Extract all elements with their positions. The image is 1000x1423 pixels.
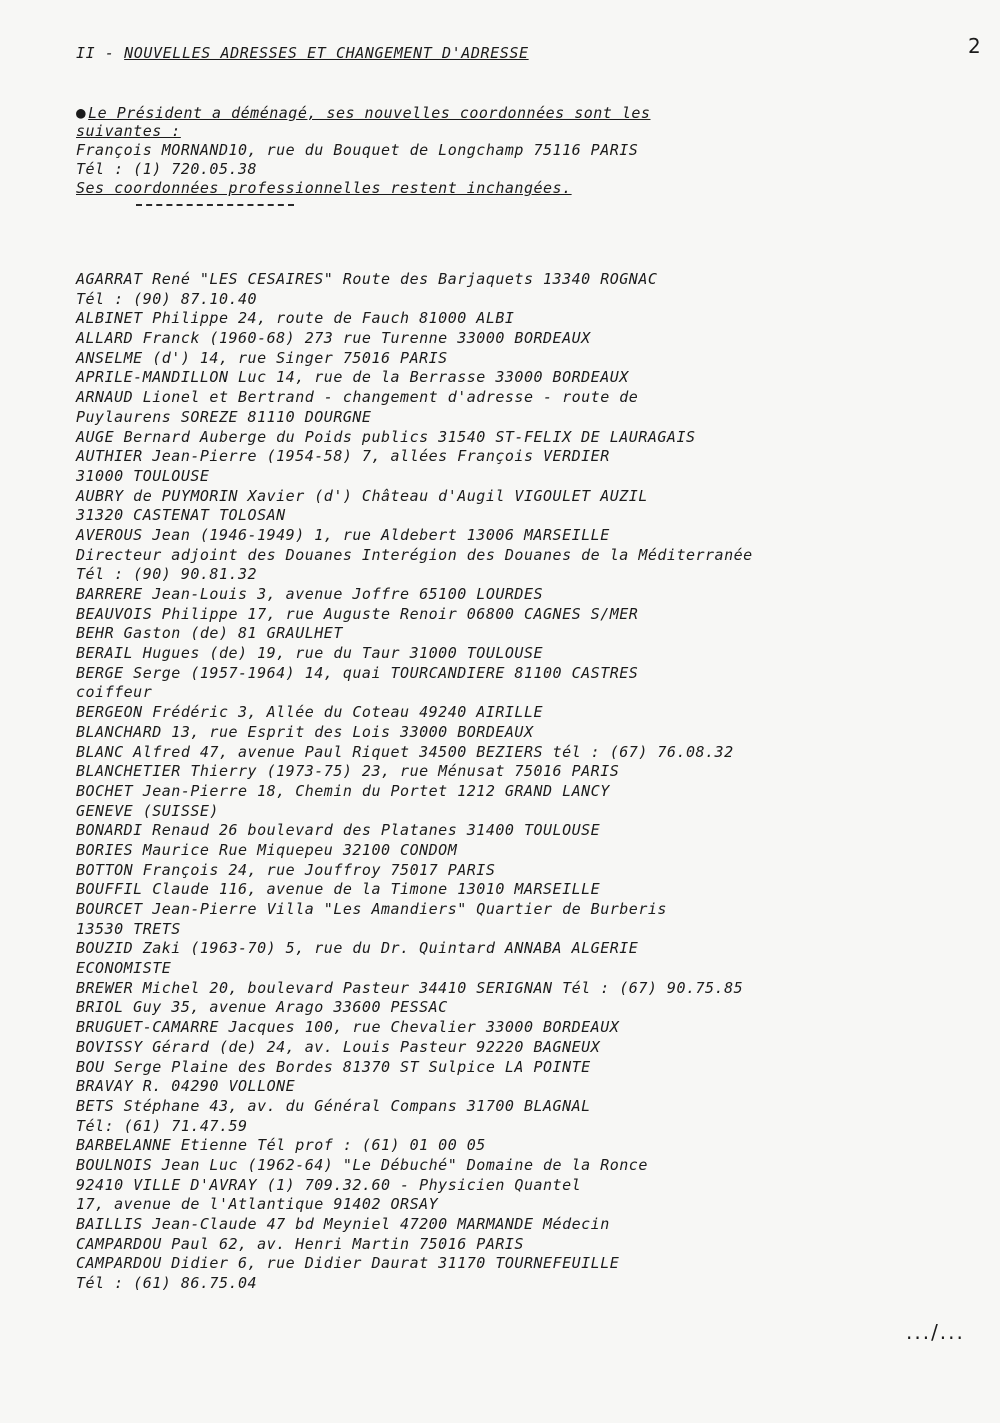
page-number: 2: [968, 34, 981, 58]
address-line: ECONOMISTE: [76, 959, 172, 978]
address-line: CAMPARDOU Didier 6, rue Didier Daurat 31170 TOURNEFEUILLE: [76, 1254, 620, 1273]
address-line: BREWER Michel 20, boulevard Pasteur 34410 SERIGNAN Tél : (67) 90.75.85: [76, 978, 744, 997]
address-line: BOURCET Jean-Pierre Villa "Les Amandiers" Quartier de Burberis: [76, 900, 667, 918]
address-line: BRAVAY R. 04290 VOLLONE: [76, 1077, 296, 1096]
address-line: BLANCHETIER Thierry (1973-75) 23, rue Ménusat 75016 PARIS: [76, 762, 620, 781]
address-line: BEHR Gaston (de) 81 GRAULHET: [76, 624, 343, 643]
address-line: AUBRY de PUYMORIN Xavier (d') Château d'Augil VIGOULET AUZIL: [76, 486, 648, 505]
address-line: Tél : (90) 90.81.32: [76, 565, 258, 584]
notice-line: Tél : (1) 720.05.38: [76, 160, 258, 178]
notice-line-text: Le Président a déménagé, ses nouvelles coordonnées sont les: [88, 104, 651, 122]
address-line: BOUFFIL Claude 116, avenue de la Timone 13010 MARSEILLE: [76, 880, 601, 899]
address-line: ANSELME (d') 14, rue Singer 75016 PARIS: [76, 348, 448, 367]
address-line: BERGE Serge (1957-1964) 14, quai TOURCANDIERE 81100 CASTRES: [76, 663, 639, 682]
address-line: Puylaurens SOREZE 81110 DOURGNE: [76, 407, 372, 426]
section-heading: [76, 44, 529, 62]
address-line: Tél : (90) 87.10.40: [76, 289, 258, 308]
address-line: ALLARD Franck (1960-68) 273 rue Turenne 33000 BORDEAUX: [76, 329, 591, 348]
section-heading-prefix: II -: [76, 44, 125, 62]
address-line: BOULNOIS Jean Luc (1962-64) "Le Débuché" Domaine de la Ronce: [76, 1155, 648, 1174]
address-line: 92410 VILLE D'AVRAY (1) 709.32.60 - Physicien Quantel: [76, 1175, 582, 1194]
address-line: GENEVE (SUISSE): [76, 801, 219, 820]
address-line: Tél : (61) 86.75.04: [76, 1274, 258, 1293]
address-line: BRUGUET-CAMARRE Jacques 100, rue Chevalier 33000 BORDEAUX: [76, 1018, 620, 1037]
dashed-divider: [136, 204, 294, 206]
address-line: AUGE Bernard Auberge du Poids publics 31540 ST-FELIX DE LAURAGAIS: [76, 427, 696, 446]
notice-line: suivantes :: [76, 122, 181, 140]
notice-line: Ses coordonnées professionnelles restent inchangées.: [76, 179, 572, 197]
section-heading-title: NOUVELLES ADRESSES ET CHANGEMENT D'ADRESSE: [124, 44, 529, 62]
address-line: coiffeur: [76, 683, 153, 702]
address-line: 31320 CASTENAT TOLOSAN: [76, 506, 286, 525]
address-line: ALBINET Philippe 24, route de Fauch 81000 ALBI: [76, 309, 515, 328]
address-line: BOTTON François 24, rue Jouffroy 75017 PARIS: [76, 860, 496, 879]
address-line: BOUZID Zaki (1963-70) 5, rue du Dr. Quintard ANNABA ALGERIE: [76, 939, 639, 958]
address-line: Tél: (61) 71.47.59: [76, 1116, 248, 1135]
address-line: BORIES Maurice Rue Miquepeu 32100 CONDOM: [76, 840, 458, 859]
address-line: AUTHIER Jean-Pierre (1954-58) 7, allées François VERDIER: [76, 447, 610, 466]
address-line: BONARDI Renaud 26 boulevard des Platanes 31400 TOULOUSE: [76, 821, 601, 840]
address-line: 31000 TOULOUSE: [76, 466, 210, 485]
address-line: AGARRAT René "LES CESAIRES" Route des Barjaquets 13340 ROGNAC: [76, 270, 658, 288]
address-line: 17, avenue de l'Atlantique 91402 ORSAY: [76, 1195, 439, 1214]
address-line: BEAUVOIS Philippe 17, rue Auguste Renoir 06800 CAGNES S/MER: [76, 604, 639, 623]
address-line: CAMPARDOU Paul 62, av. Henri Martin 75016 PARIS: [76, 1234, 524, 1253]
address-line: BOVISSY Gérard (de) 24, av. Louis Pasteur 92220 BAGNEUX: [76, 1037, 601, 1056]
bullet-icon: ●: [76, 103, 87, 122]
address-line: BETS Stéphane 43, av. du Général Compans 31700 BLAGNAL: [76, 1096, 591, 1115]
notice-line: [76, 103, 876, 122]
address-line: BOCHET Jean-Pierre 18, Chemin du Portet 1212 GRAND LANCY: [76, 781, 610, 800]
notice-line: François MORNAND10, rue du Bouquet de Longchamp 75116 PARIS: [76, 141, 639, 159]
address-line: BLANC Alfred 47, avenue Paul Riquet 34500 BEZIERS tél : (67) 76.08.32: [76, 742, 734, 761]
president-notice: [76, 103, 876, 206]
address-line: ARNAUD Lionel et Bertrand - changement d'adresse - route de: [76, 388, 639, 407]
address-line: Directeur adjoint des Douanes Interégion des Douanes de la Méditerranée: [76, 545, 753, 564]
address-line: BERGEON Frédéric 3, Allée du Coteau 49240 AIRILLE: [76, 703, 544, 722]
continuation-mark: .../...: [906, 1320, 965, 1344]
address-line: AVEROUS Jean (1946-1949) 1, rue Aldebert 13006 MARSEILLE: [76, 525, 610, 544]
address-line: BLANCHARD 13, rue Esprit des Lois 33000 BORDEAUX: [76, 722, 534, 741]
address-line: BERAIL Hugues (de) 19, rue du Taur 31000 TOULOUSE: [76, 644, 544, 663]
address-line: BOU Serge Plaine des Bordes 81370 ST Sulpice LA POINTE: [76, 1057, 591, 1076]
address-line: BAILLIS Jean-Claude 47 bd Meyniel 47200 MARMANDE Médecin: [76, 1215, 610, 1233]
address-line: BRIOL Guy 35, avenue Arago 33600 PESSAC: [76, 998, 448, 1017]
address-line: 13530 TRETS: [76, 919, 181, 938]
address-line: APRILE-MANDILLON Luc 14, rue de la Berrasse 33000 BORDEAUX: [76, 368, 629, 387]
address-line: BARRERE Jean-Louis 3, avenue Joffre 65100 LOURDES: [76, 585, 544, 603]
address-line: BARBELANNE Etienne Tél prof : (61) 01 00 05: [76, 1136, 486, 1155]
address-list: [76, 270, 946, 1294]
